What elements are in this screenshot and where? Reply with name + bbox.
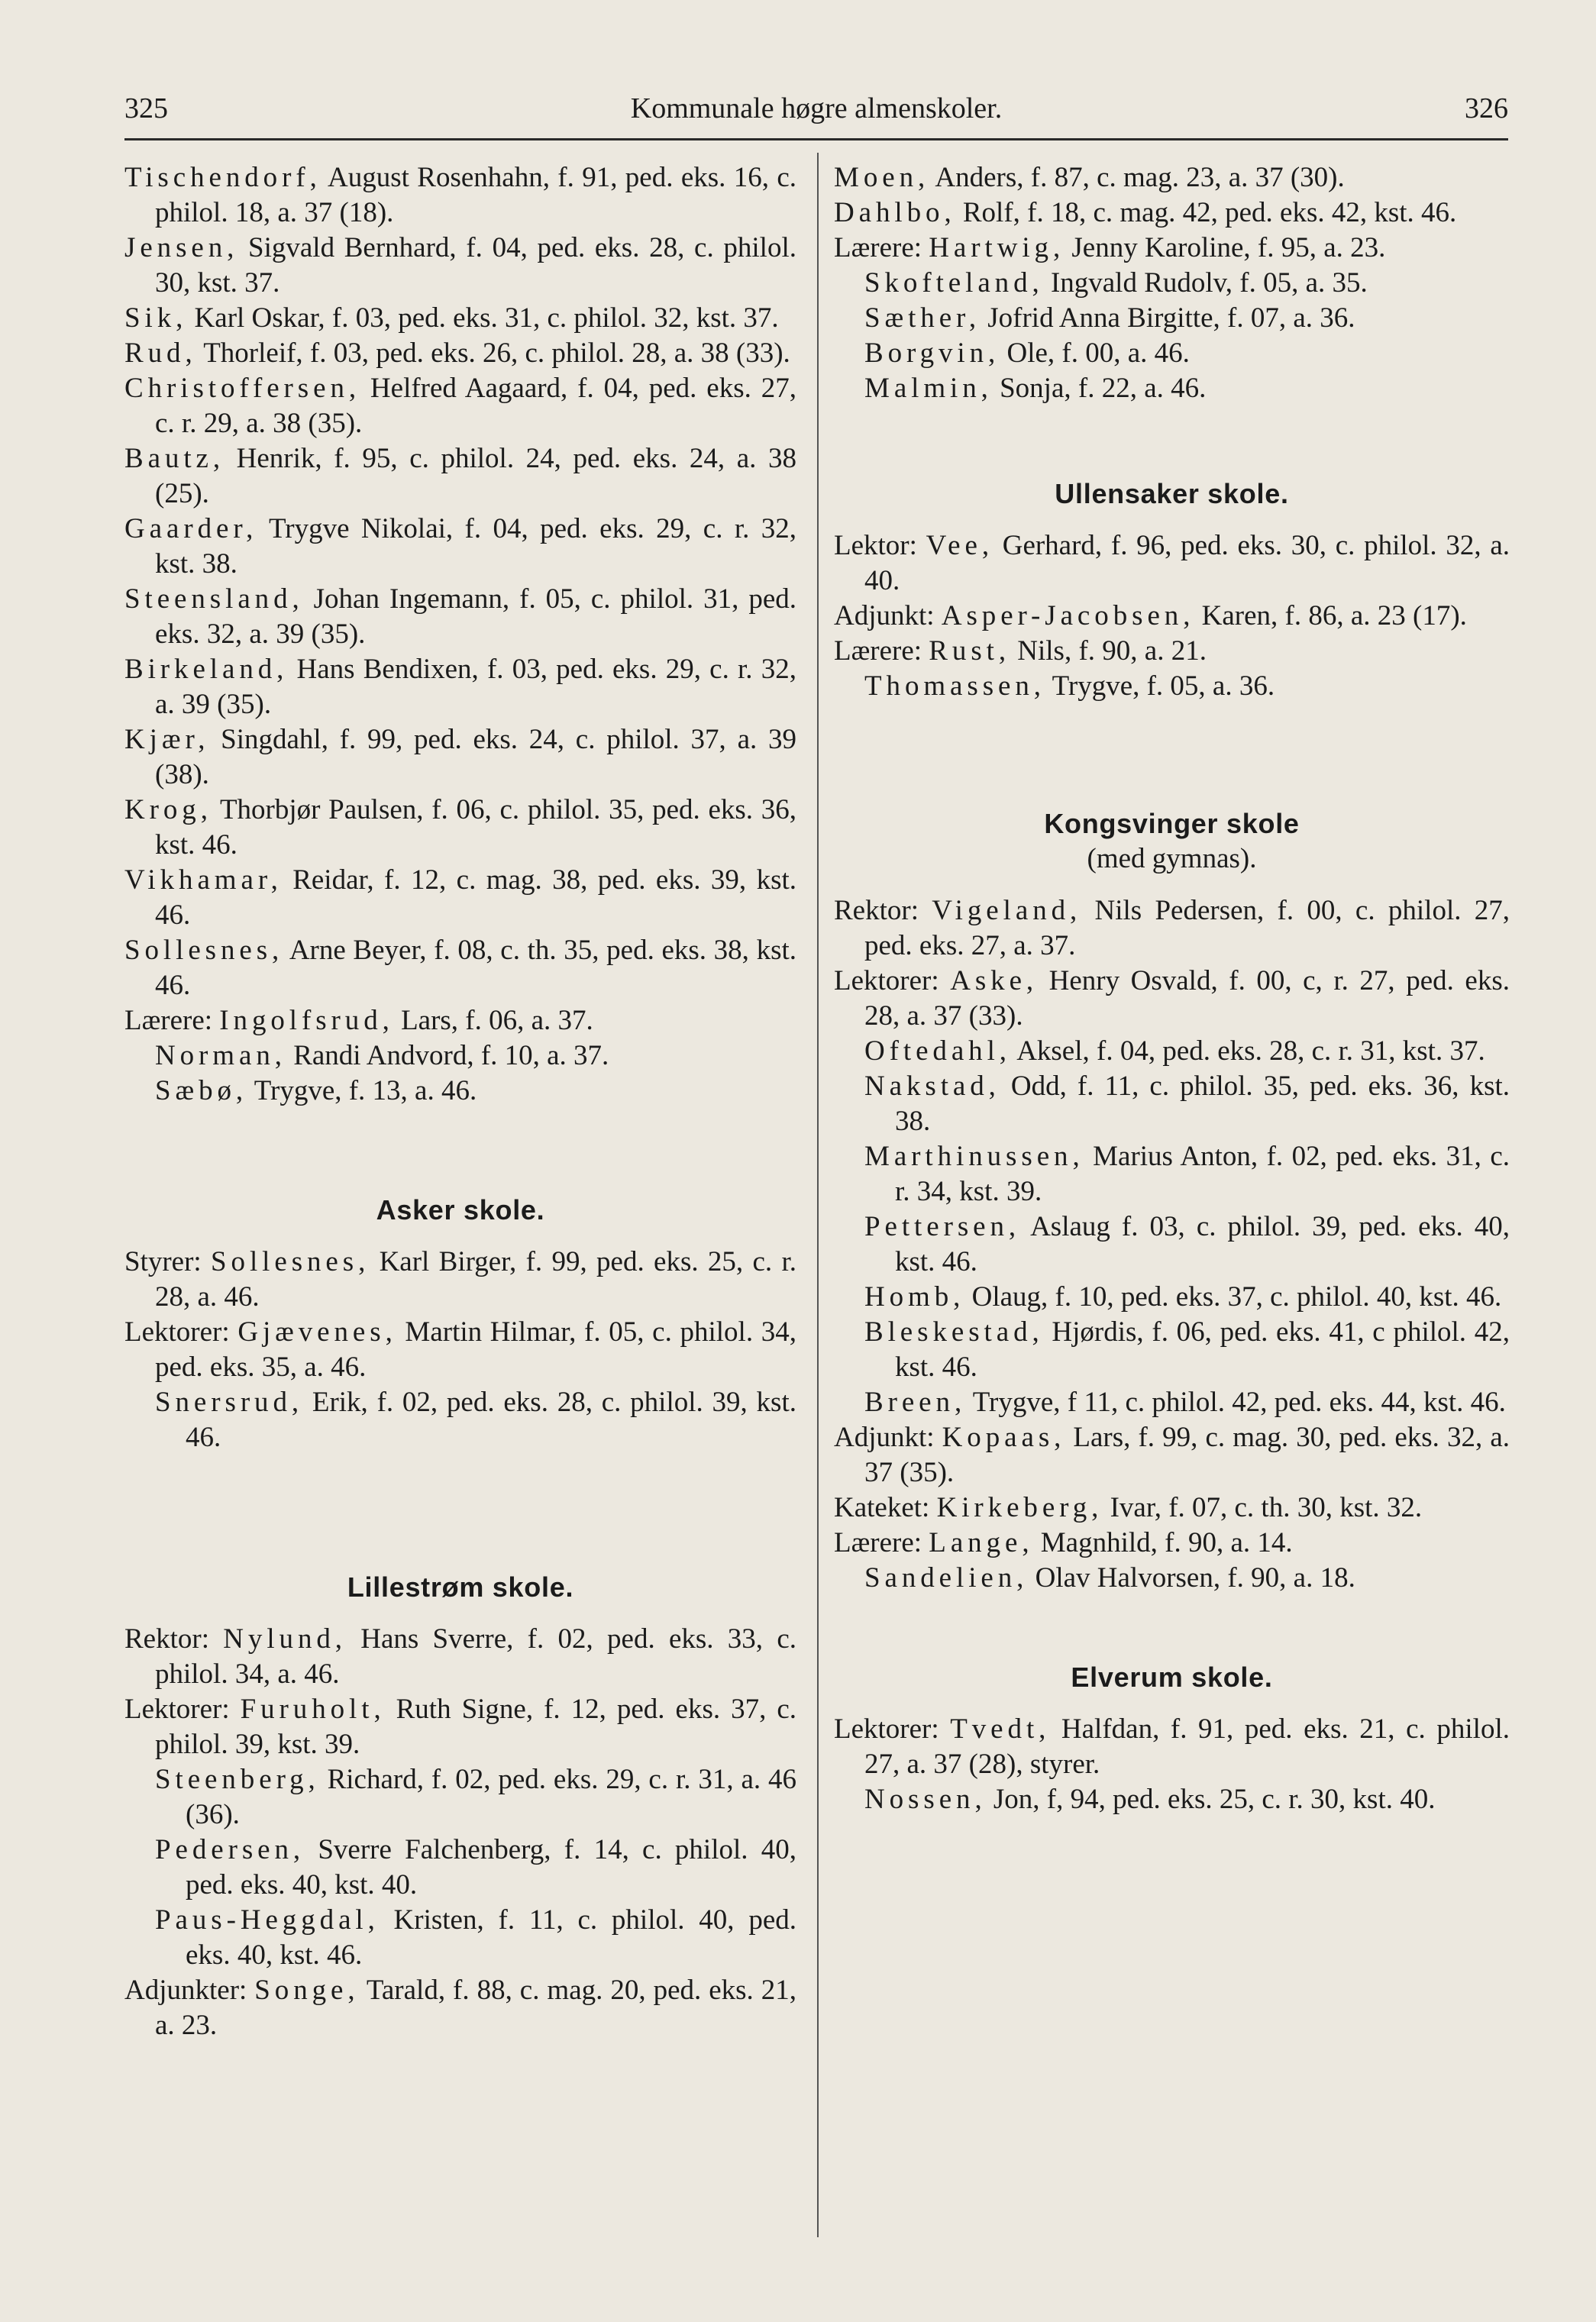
entry <box>124 1245 796 1315</box>
entry <box>834 1490 1510 1526</box>
running-title: Kommunale høgre almenskoler. <box>630 92 1003 124</box>
entry <box>124 512 796 582</box>
entry-name: Snersrud, <box>155 1387 304 1418</box>
role-label: Lektor: <box>834 530 926 561</box>
entry-name: Homb, <box>864 1281 965 1313</box>
entry-name: Gjævenes, <box>237 1316 397 1348</box>
spacer <box>834 704 1510 806</box>
entry-name: Sandelien, <box>864 1562 1029 1594</box>
entry-text: Henry Osvald, f. 00, c, r. 27, ped. eks. 28, a. 37 (33). <box>864 965 1510 1032</box>
section-heading-elverum: Elverum skole. <box>1071 1662 1273 1693</box>
role-label: Rektor: <box>124 1623 224 1655</box>
entry <box>834 1139 1510 1209</box>
entry <box>124 1692 796 1762</box>
entry-name: Gaarder, <box>124 513 258 544</box>
entry <box>834 1315 1510 1385</box>
entry-name: Sæbø, <box>155 1075 248 1106</box>
entry-text: Jenny Karoline, f. 95, a. 23. <box>1065 232 1386 263</box>
entry-text: Henrik, f. 95, c. philol. 24, ped. eks. 24, a. 38 (25). <box>155 443 796 509</box>
entry-name: Skofteland, <box>864 267 1044 299</box>
entry-text: Halfdan, f. 91, ped. eks. 21, c. philol. 27, a. 37 (28), styrer. <box>864 1713 1510 1780</box>
header-rule <box>124 138 1508 140</box>
entry <box>124 301 796 336</box>
entry <box>124 441 796 512</box>
entry-name: Kjær, <box>124 724 210 755</box>
role-label: Kateket: <box>834 1492 937 1523</box>
entry-text: Martin Hilmar, f. 05, c. philol. 34, ped. eks. 35, a. 46. <box>155 1316 796 1383</box>
entry <box>834 1069 1510 1139</box>
entry-text: Gerhard, f. 96, ped. eks. 30, c. philol. 32, a. 40. <box>864 530 1510 596</box>
entry-name: Borgvin, <box>864 337 1000 369</box>
entry-text: Johan Ingemann, f. 05, c. philol. 31, ped. eks. 32, a. 39 (35). <box>155 583 796 650</box>
spacer <box>834 406 1510 476</box>
entry-text: Erik, f. 02, ped. eks. 28, c. philol. 39, kst. 46. <box>186 1387 796 1453</box>
entry <box>834 231 1510 266</box>
entry-name: Norman, <box>155 1040 286 1071</box>
entry-text: Arne Beyer, f. 08, c. th. 35, ped. eks. 38, kst. 46. <box>155 935 796 1001</box>
right-column <box>834 160 1510 1817</box>
entry-name: Thomassen, <box>864 670 1045 702</box>
entry-text: Anders, f. 87, c. mag. 23, a. 37 (30). <box>929 162 1345 193</box>
role-label: Lektorer: <box>124 1316 238 1348</box>
column-divider <box>817 153 819 2237</box>
entry-text: Thorbjør Paulsen, f. 06, c. philol. 35, ped. eks. 36, kst. 46. <box>155 794 796 861</box>
entry <box>124 371 796 441</box>
entry-name: Nylund, <box>223 1623 347 1655</box>
entry-name: Marthinussen, <box>864 1141 1084 1172</box>
entry <box>124 1622 796 1692</box>
entry-text: Hans Bendixen, f. 03, ped. eks. 29, c. r. 32, a. 39 (35). <box>155 654 796 720</box>
entry-name: Steenberg, <box>155 1764 320 1795</box>
entry <box>834 1280 1510 1315</box>
entry-text: Tarald, f. 88, c. mag. 20, ped. eks. 21, a. 23. <box>155 1975 797 2041</box>
role-label: Adjunkter: <box>124 1975 255 2006</box>
entry-name: Lange, <box>929 1527 1034 1558</box>
entry-text: Sonja, f. 22, a. 46. <box>992 373 1207 404</box>
entry-name: Kopaas, <box>942 1422 1066 1453</box>
entry-name: Oftedahl, <box>864 1035 1011 1067</box>
entry-name: Tvedt, <box>950 1713 1051 1745</box>
entry-name: Dahlbo, <box>834 197 956 228</box>
entry-name: Krog, <box>124 794 212 825</box>
entry <box>124 793 796 863</box>
entry-name: Ingolfsrud, <box>219 1005 394 1036</box>
page-number-right: 326 <box>1465 92 1508 124</box>
entry-text: Aslaug f. 03, c. philol. 39, ped. eks. 40, kst. 46. <box>895 1211 1510 1277</box>
entry-text: Lars, f. 06, a. 37. <box>393 1005 593 1036</box>
entry-name: Aske, <box>950 965 1039 996</box>
section-heading-asker: Asker skole. <box>376 1194 545 1226</box>
entry-name: Nakstad, <box>864 1071 1000 1102</box>
entry <box>834 599 1510 634</box>
entry <box>124 722 796 793</box>
spacer <box>834 512 1510 528</box>
entry-text: August Rosenhahn, f. 91, ped. eks. 16, c. philol. 18, a. 37 (18). <box>155 162 796 228</box>
entry-name: Pettersen, <box>864 1211 1021 1242</box>
entry-name: Malmin, <box>864 373 993 404</box>
entry <box>124 1038 796 1074</box>
entry-text: Jon, f, 94, ped. eks. 25, c. r. 30, kst. 40. <box>986 1784 1436 1815</box>
entry-name: Jensen, <box>124 232 239 263</box>
entry-text: Sverre Falchenberg, f. 14, c. philol. 40, ped. eks. 40, kst. 40. <box>186 1834 796 1901</box>
entry-name: Nossen, <box>864 1784 987 1815</box>
entry-name: Sollesnes, <box>211 1246 370 1277</box>
role-label: Lærere: <box>834 1527 929 1558</box>
entry-name: Hartwig, <box>929 232 1065 263</box>
entry-text: Ingvald Rudolv, f. 05, a. 35. <box>1043 267 1368 299</box>
entry-name: Songe, <box>254 1975 360 2006</box>
section-heading-ullensaker: Ullensaker skole. <box>1055 478 1289 509</box>
role-label: Lektorer: <box>124 1694 241 1725</box>
entry <box>834 266 1510 301</box>
entry <box>124 863 796 933</box>
entry-name: Breen, <box>864 1387 967 1418</box>
entry-name: Paus-Heggdal, <box>155 1904 380 1936</box>
entry-name: Vigeland, <box>932 895 1082 926</box>
role-label: Styrer: <box>124 1246 212 1277</box>
entry-text: Karen, f. 86, a. 23 (17). <box>1194 600 1467 631</box>
entry <box>834 336 1510 371</box>
entry <box>124 582 796 652</box>
entry-text: Olav Halvorsen, f. 90, a. 18. <box>1028 1562 1355 1594</box>
entry-text: Trygve, f 11, c. philol. 42, ped. eks. 44, kst. 46. <box>966 1387 1506 1418</box>
entry-name: Rust, <box>929 635 1011 667</box>
entry <box>124 1315 796 1385</box>
left-column <box>124 160 796 2043</box>
spacer <box>834 877 1510 893</box>
entry-name: Christoffersen, <box>124 373 361 404</box>
entry-name: Moen, <box>834 162 930 193</box>
entry <box>124 1903 796 1973</box>
entry <box>834 1561 1510 1596</box>
entry <box>834 160 1510 195</box>
section-heading-lillestrom: Lillestrøm skole. <box>347 1571 574 1603</box>
entry-name: Bautz, <box>124 443 225 474</box>
entry <box>124 1385 796 1455</box>
entry <box>834 1209 1510 1280</box>
entry-text: Randi Andvord, f. 10, a. 37. <box>286 1040 609 1071</box>
entry-name: Pedersen, <box>155 1834 305 1865</box>
entry <box>124 1973 796 2043</box>
entry-name: Steensland, <box>124 583 304 615</box>
spacer <box>124 1455 796 1570</box>
entry <box>834 1385 1510 1420</box>
entry-text: Hjørdis, f. 06, ped. eks. 41, c philol. 42, kst. 46. <box>895 1316 1510 1383</box>
entry-name: Tischendorf, <box>124 162 321 193</box>
role-label: Lektorer: <box>834 965 951 996</box>
spacer <box>124 1605 796 1622</box>
entry-name: Birkeland, <box>124 654 289 685</box>
role-label: Rektor: <box>834 895 932 926</box>
entry <box>124 336 796 371</box>
entry-name: Rud, <box>124 337 197 369</box>
role-label: Lærere: <box>124 1005 220 1036</box>
entry <box>834 1420 1510 1490</box>
entry-text: Karl Birger, f. 99, ped. eks. 25, c. r. 28, a. 46. <box>155 1246 797 1313</box>
entry <box>834 964 1510 1034</box>
spacer <box>834 1596 1510 1660</box>
entry-text: Reidar, f. 12, c. mag. 38, ped. eks. 39, kst. 46. <box>155 864 796 931</box>
entry-text: Odd, f. 11, c. philol. 35, ped. eks. 36, kst. 38. <box>895 1071 1510 1137</box>
entry-name: Vikhamar, <box>124 864 283 896</box>
entry <box>124 652 796 722</box>
entry <box>834 1526 1510 1561</box>
entry <box>124 1762 796 1833</box>
role-label: Lærere: <box>834 232 929 263</box>
entry-text: Sigvald Bernhard, f. 04, ped. eks. 28, c. philol. 30, kst. 37. <box>155 232 796 299</box>
entry-text: Nils, f. 90, a. 21. <box>1010 635 1207 667</box>
entry-text: Singdahl, f. 99, ped. eks. 24, c. philol. 37, a. 39 (38). <box>155 724 796 790</box>
entry-text: Ivar, f. 07, c. th. 30, kst. 32. <box>1103 1492 1423 1523</box>
entry-text: Richard, f. 02, ped. eks. 29, c. r. 31, a. 46 (36). <box>186 1764 796 1830</box>
role-label: Lektorer: <box>834 1713 951 1745</box>
spacer <box>124 1109 796 1193</box>
entry <box>834 1782 1510 1817</box>
entry <box>834 371 1510 406</box>
entry-name: Asper-Jacobsen, <box>941 600 1195 631</box>
entry-text: Lars, f. 99, c. mag. 30, ped. eks. 32, a. 37 (35). <box>864 1422 1510 1488</box>
entry-text: Aksel, f. 04, ped. eks. 28, c. r. 31, kst. 37. <box>1010 1035 1485 1067</box>
entry-text: Olaug, f. 10, ped. eks. 37, c. philol. 40, kst. 46. <box>964 1281 1502 1313</box>
entry-text: Trygve, f. 05, a. 36. <box>1045 670 1275 702</box>
entry <box>124 1833 796 1903</box>
entry-text: Hans Sverre, f. 02, ped. eks. 33, c. philol. 34, a. 46. <box>155 1623 797 1690</box>
entry-text: Nils Pedersen, f. 00, c. philol. 27, ped. eks. 27, a. 37. <box>864 895 1510 961</box>
entry <box>834 893 1510 964</box>
role-label: Lærere: <box>834 635 929 667</box>
section-heading-kongsvinger: Kongsvinger skole <box>1044 808 1300 839</box>
entry-name: Bleskestad, <box>864 1316 1044 1348</box>
entry-name: Sollesnes, <box>124 935 284 966</box>
entry-text: Trygve Nikolai, f. 04, ped. eks. 29, c. r. 32, kst. 38. <box>155 513 796 580</box>
entry-name: Sæther, <box>864 302 981 334</box>
role-label: Adjunkt: <box>834 600 942 631</box>
spacer <box>834 1695 1510 1712</box>
entry-name: Kirkeberg, <box>936 1492 1103 1523</box>
entry <box>124 160 796 231</box>
entry-text: Trygve, f. 13, a. 46. <box>247 1075 477 1106</box>
entry-text: Jofrid Anna Birgitte, f. 07, a. 36. <box>981 302 1355 334</box>
entry <box>124 933 796 1003</box>
entry-name: Sik, <box>124 302 188 334</box>
entry <box>834 1034 1510 1069</box>
entry <box>834 1712 1510 1782</box>
spacer <box>124 1228 796 1245</box>
entry-text: Karl Oskar, f. 03, ped. eks. 31, c. philol. 32, kst. 37. <box>187 302 779 334</box>
entry-text: Ole, f. 00, a. 46. <box>1000 337 1190 369</box>
entry <box>834 528 1510 599</box>
entry-text: Kristen, f. 11, c. philol. 40, ped. eks. 40, kst. 46. <box>186 1904 796 1971</box>
entry-text: Thorleif, f. 03, ped. eks. 26, c. philol. 28, a. 38 (33). <box>196 337 790 369</box>
entry <box>124 1003 796 1038</box>
entry-text: Magnhild, f. 90, a. 14. <box>1033 1527 1293 1558</box>
entry-text: Ruth Signe, f. 12, ped. eks. 37, c. philol. 39, kst. 39. <box>155 1694 796 1760</box>
entry <box>834 195 1510 231</box>
running-header <box>124 84 1508 130</box>
entry-name: Vee, <box>926 530 994 561</box>
entry <box>834 634 1510 669</box>
role-label: Adjunkt: <box>834 1422 942 1453</box>
page-number-left: 325 <box>124 92 168 124</box>
entry <box>124 1074 796 1109</box>
section-subheading: (med gymnas). <box>1087 843 1257 874</box>
entry <box>834 669 1510 704</box>
entry-text: Marius Anton, f. 02, ped. eks. 31, c. r. 34, kst. 39. <box>895 1141 1510 1207</box>
entry-name: Furuholt, <box>240 1694 386 1725</box>
entry <box>124 231 796 301</box>
entry-text: Helfred Aagaard, f. 04, ped. eks. 27, c. r. 29, a. 38 (35). <box>155 373 796 439</box>
entry-text: Rolf, f. 18, c. mag. 42, ped. eks. 42, kst. 46. <box>955 197 1457 228</box>
entry <box>834 301 1510 336</box>
